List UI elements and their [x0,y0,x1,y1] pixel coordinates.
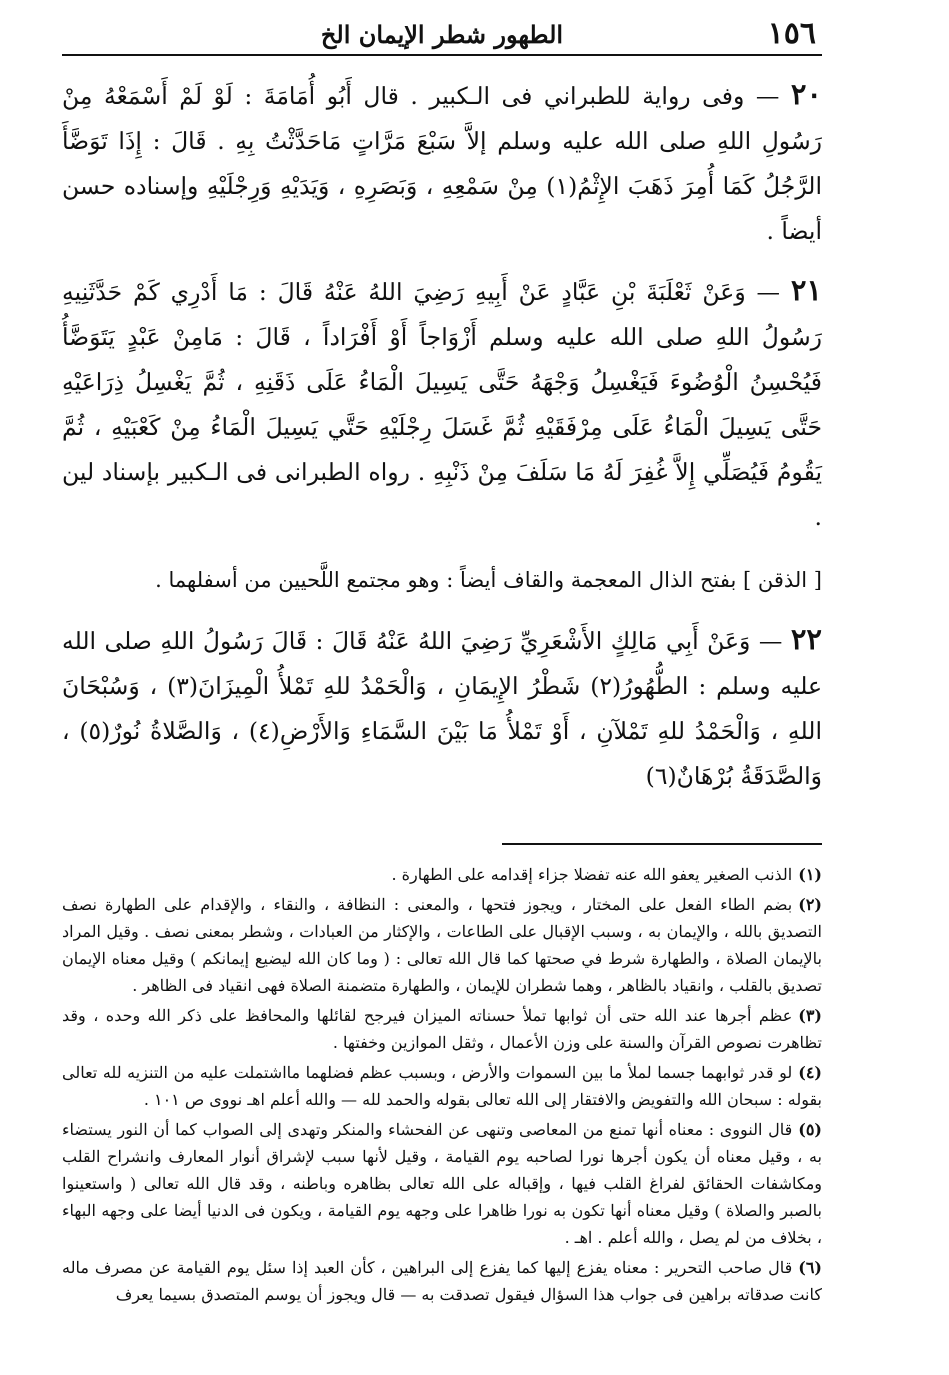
footnote [62,861,822,888]
footnote-text: قال النووى : معناه أنها تمنع من المعاصى وتنهى عن الفحشاء والمنكر وتهدى إلى الصواب كما أن النور يستضاء به ، وقيل معناه أن يكون أجرها نورا لصاحبه يوم القيامة ، وقيل لأنها سبب لإشراق أنوار المعارف وانشراح القلب ومكاشفات الحقائق لفراغ القلب فيها ، وإقباله على الله تعالى بظاهره وباطنه ، وقد قال الله تعالى ( واستعينوا بالصبر والصلاة ) وقيل معناه أنها تكون به نورا ظاهرا على وجهه يوم القيامة ، ويكون فى الدنيا أيضا على وجهه البهاء ، بخلاف من لم يصل ، والله أعلم . اهـ . [62,1120,822,1247]
page-header [62,14,822,56]
footnote [62,1254,822,1308]
hadith-paragraph [62,617,822,799]
footnote-text: لو قدر ثوابهما جسما لملأ ما بين السموات والأرض ، وبسبب عظم فضلهما مااشتملت عليه من التنزيه لله تعالى بقوله : سبحان الله والتفويض والافتقار إلى الله تعالى بقوله والحمد لله — والله أعلم اهـ نووى ص ١٠١ . [62,1063,822,1109]
hadith-paragraph [62,268,822,540]
footnote-number: (٢) [798,895,822,914]
footnote-separator [502,843,822,845]
hadith-text: — وفى رواية للطبراني فى الـكبير . قال أَبُو أُمَامَةَ : لَوْ لَمْ أَسْمَعْهُ مِنْ رَسُولِ اللهِ صلى الله عليه وسلم إلاَّ سَبْعَ مَرَّاتٍ مَاحَدَّثْتُ بِهِ . قَالَ : إِذَا تَوَضَّأَ الرَّجُلُ كَمَا أُمِرَ ذَهَبَ الإِثْمُ(١) مِنْ سَمْعِهِ ، وَبَصَرِهِ ، وَيَدَيْهِ وَرِجْلَيْهِ وإسناده حسن أيضاً . [62,82,822,245]
footnote-number: (٥) [798,1120,822,1139]
footnote [62,891,822,999]
footnote-text: عظم أجرها عند الله حتى أن ثوابها تملأ حسناته الميزان فيرجح لقائلها والمحافظ على ذكر الله وحده ، وقد تظاهرت نصوص القرآن والسنة على وزن الأعمال ، وثقل الموازين وخفتها . [62,1006,822,1052]
book-page [62,14,822,1311]
hadith-paragraph [62,72,822,254]
hadith-text: — وَعَنْ ثَعْلَبَةَ بْنِ عَبَّادٍ عَنْ أَبِيهِ رَضِيَ اللهُ عَنْهُ قَالَ : مَا أَدْرِي كَمْ حَدَّثَنِيهِ رَسُولُ اللهِ صلى الله عليه وسلم أَزْوَاجاً أَوْ أَفْرَاداً ، قَالَ : مَامِنْ عَبْدٍ يَتَوَضَّأُ فَيُحْسِنُ الْوُضُوءَ فَيَغْسِلُ وَجْهَهُ حَتَّى يَسِيلَ الْمَاءُ عَلَى ذَقَنِهِ ، ثُمَّ يَغْسِلُ ذِرَاعَيْهِ حَتَّى يَسِيلَ الْمَاءُ عَلَى مِرْفَقَيْهِ ثُمَّ غَسَلَ رِجْلَيْهِ حَتَّي يَسِيلَ الْمَاءُ مِنْ كَعْبَيْهِ ، ثُمَّ يَقُومُ فَيُصَلِّي إِلاَّ غُفِرَ لَهُ مَا سَلَفَ مِنْ ذَنْبِهِ . رواه الطبرانى فى الـكبير بإسناد لين . [62,278,822,531]
main-text [62,72,822,799]
footnote [62,1116,822,1251]
footnotes [62,861,822,1308]
hadith-number: ٢٢ [790,622,822,656]
hadith-number: ٢١ [790,273,822,307]
page-number: ١٥٦ [767,16,816,51]
footnote [62,1002,822,1056]
footnote-number: (٣) [798,1006,822,1025]
footnote-text: قال صاحب التحرير : معناه يفزع إليها كما يفزع إلى البراهين ، كأن العبد إذا سئل يوم القيامة عن مصرف ماله كانت صدقاته براهين فى جواب هذا السؤال فيقول تصدقت به — قال ويجوز أن يوسم المتصدق بسيما يعرف [62,1258,822,1304]
footnote-text: بضم الطاء الفعل على المختار ، ويجوز فتحها ، والمعنى : النظافة ، والنقاء ، والإقدام على الطهارة نصف التصديق بالله ، والإيمان به ، وسبب الإقبال على الطاعات ، والإكثار من العبادات ، وشطر بمعنى نصف . وقيل المراد بالإيمان الصلاة ، والطهارة شرط في صحتها كما قال الله تعالى : ( وما كان الله ليضيع إيمانكم ) وقيل معناه الإيمان تصديق بالقلب ، وانقياد بالظاهر ، وهما شطران للإيمان ، والطهارة متضمنة الصلاة فهى انقياد فى الظاهر . [62,895,823,995]
footnote-number: (٤) [798,1063,822,1082]
footnote-text: الذنب الصغير يعفو الله عنه تفضلا جزاء إقدامه على الطهارة . [391,865,793,884]
footnote-number: (٦) [798,1258,822,1277]
footnote [62,1059,822,1113]
gloss-note: [ الذقن ] بفتح الذال المعجمة والقاف أيضاً : وهو مجتمع اللَّحيين من أسفلهما . [155,568,822,592]
running-title: الطهور شطر الإيمان الخ [320,20,564,49]
hadith-text: — وَعَنْ أَبِي مَالِكٍ الأَشْعَرِيِّ رَضِيَ اللهُ عَنْهُ قَالَ : قَالَ رَسُولُ اللهِ صلى الله عليه وسلم : الطُّهُورُ(٢) شَطْرُ الإِيمَانِ ، وَالْحَمْدُ للهِ تَمْلأُ الْمِيزَانَ(٣) ، وَسُبْحَانَ اللهِ ، وَالْحَمْدُ للهِ تَمْلآنِ ، أَوْ تَمْلأُ مَا بَيْنَ السَّمَاءِ وَالأَرْضِ(٤) ، وَالصَّلاةُ نُورٌ(٥) ، وَالصَّدَقَةُ بُرْهَانٌ(٦) [62,627,822,790]
footnote-number: (١) [798,865,822,884]
hadith-number: ٢٠ [790,77,822,111]
